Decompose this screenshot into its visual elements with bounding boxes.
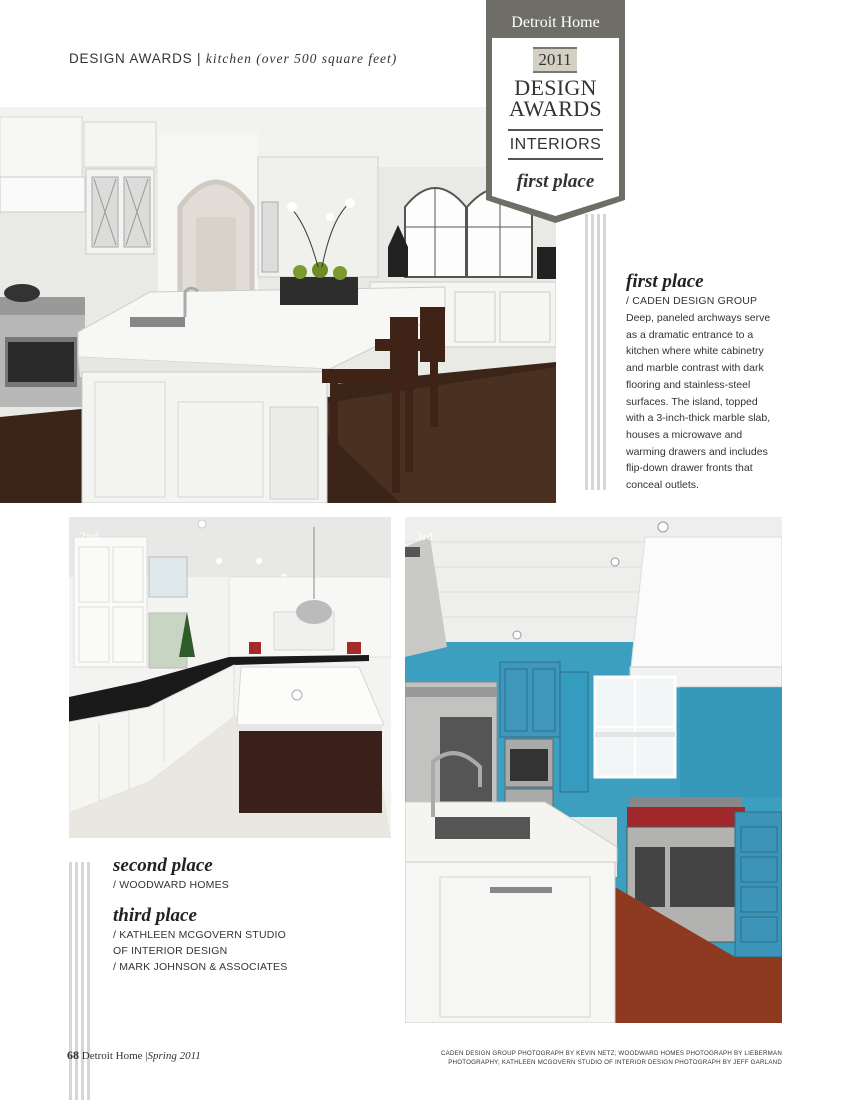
- third-place-firm-1-cont: OF INTERIOR DESIGN: [113, 945, 228, 957]
- third-photo-label: 3rd: [416, 529, 434, 543]
- description-line: and marble contrast with dark: [626, 362, 764, 375]
- second-place-kitchen-photo: [69, 517, 391, 838]
- description-line: with a 3-inch-thick marble slab,: [626, 412, 771, 425]
- description-line: surfaces. The island, topped: [626, 395, 758, 408]
- decorative-stripes-right: [585, 214, 606, 490]
- description-line: warming drawers and includes: [626, 445, 768, 458]
- description-line: houses a microwave and: [626, 428, 743, 441]
- badge-rule-bottom: [508, 158, 603, 160]
- third-place-firm-1: / KATHLEEN MCGOVERN STUDIO: [113, 929, 287, 941]
- third-place-block: [113, 905, 373, 975]
- credits-line: CADEN DESIGN GROUP PHOTOGRAPH BY KEVIN NETZ; WOODWARD HOMES PHOTOGRAPH BY LIEBERMAN: [440, 1050, 782, 1057]
- page-folio: [67, 1048, 201, 1063]
- third-place-firm-2: / MARK JOHNSON & ASSOCIATES: [113, 961, 288, 973]
- description-line: conceal outlets.: [626, 479, 699, 492]
- second-place-title: second place: [113, 855, 213, 876]
- footer-separator: |: [145, 1050, 148, 1062]
- description-line: Deep, paneled archways serve: [626, 312, 771, 324]
- credits-line: PHOTOGRAPHY; KATHLEEN MCGOVERN STUDIO OF INTERIOR DESIGN PHOTOGRAPH BY JEFF GARLAND: [448, 1058, 782, 1066]
- description-line: flip-down drawer fronts that: [626, 462, 753, 475]
- award-category: kitchen (over 500 square feet): [205, 51, 398, 66]
- second-photo-label: 2nd: [80, 529, 100, 543]
- footer-magazine: Detroit Home: [81, 1050, 143, 1062]
- second-place-block: [113, 855, 373, 893]
- decorative-stripes-left: [69, 862, 90, 1100]
- description-line: as a dramatic entrance to a: [626, 328, 754, 341]
- badge-category: INTERIORS: [509, 136, 602, 153]
- footer-issue: Spring 2011: [147, 1050, 201, 1062]
- third-place-kitchen-photo: [405, 517, 782, 1023]
- section-name: DESIGN AWARDS: [69, 51, 193, 66]
- badge-place: first place: [516, 171, 595, 192]
- second-place-firm: / WOODWARD HOMES: [113, 879, 229, 891]
- photo-credits: [390, 1050, 782, 1067]
- badge-design: DESIGN: [514, 75, 597, 100]
- page-number: 68: [67, 1048, 79, 1062]
- first-place-title: first place: [626, 271, 704, 292]
- first-place-description: [626, 310, 796, 494]
- design-awards-badge: [486, 0, 625, 223]
- badge-year: 2011: [533, 47, 577, 73]
- third-place-title: third place: [113, 905, 197, 926]
- badge-rule-top: [508, 129, 603, 131]
- description-line: flooring and stainless-steel: [626, 378, 751, 391]
- first-place-firm: / CADEN DESIGN GROUP: [626, 295, 758, 307]
- description-line: kitchen where white cabinetry: [626, 345, 764, 358]
- badge-awards: AWARDS: [509, 96, 602, 121]
- badge-magazine: Detroit Home: [511, 14, 600, 31]
- first-place-block: [626, 271, 796, 494]
- first-place-kitchen-photo: [0, 107, 556, 503]
- section-header: [69, 51, 397, 67]
- header-separator: |: [196, 51, 202, 66]
